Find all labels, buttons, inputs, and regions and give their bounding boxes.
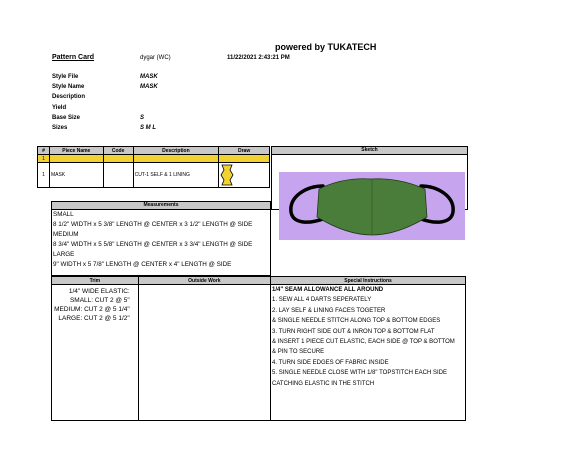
- piece-table-header: [38, 147, 270, 155]
- cell-code: [103, 163, 133, 188]
- col-header-piece-name: Piece Name: [49, 147, 103, 155]
- info-row-style-name: [52, 82, 158, 92]
- cell-draw: [219, 155, 270, 163]
- measurement-line: 9" WIDTH x 5 7/8" LENGTH @ CENTER x 4" LENGTH @ SIDE: [53, 261, 232, 268]
- instruction-line: 4. TURN SIDE EDGES OF FABRIC INSIDE: [272, 359, 389, 366]
- cell-piece-name: [49, 155, 103, 163]
- info-row-sizes: [52, 123, 158, 133]
- instructions-header-row: [52, 277, 466, 285]
- info-row-yield: [52, 103, 158, 113]
- col-header-special-instructions: Special Instructions: [271, 277, 466, 285]
- measurement-line: LARGE: [53, 251, 75, 258]
- info-label: Style Name: [52, 84, 85, 91]
- instructions-body-row: [52, 285, 466, 421]
- trim-line: 1/4" WIDE ELASTIC:: [68, 288, 130, 295]
- instruction-line: & SINGLE NEEDLE STITCH ALONG TOP & BOTTOM EDGES: [272, 318, 441, 325]
- info-value: S M L: [140, 125, 156, 132]
- col-header-outside-work: Outside Work: [138, 277, 270, 285]
- col-header-draw: Draw: [219, 147, 270, 155]
- instruction-line: & INSERT 1 PIECE CUT ELASTIC, EACH SIDE @ TOP & BOTTOM: [272, 339, 455, 346]
- user-name: dygar (WC): [140, 55, 171, 61]
- style-info: [52, 72, 158, 133]
- info-value: MASK: [140, 74, 158, 80]
- col-header-trim: Trim: [52, 277, 139, 285]
- col-header-description: Description: [133, 147, 219, 155]
- piece-table: [37, 146, 270, 188]
- page-title: Pattern Card: [52, 54, 95, 61]
- cell-description: [133, 155, 219, 163]
- cell-description: CUT-1 SELF & 1 LINING: [133, 163, 219, 188]
- trim-line: LARGE: CUT 2 @ 5 1/2": [58, 315, 130, 322]
- info-value: MASK: [140, 84, 158, 91]
- cell-draw: [219, 163, 270, 188]
- col-header-code: Code: [103, 147, 133, 155]
- table-row[interactable]: [38, 155, 270, 163]
- powered-by-text: powered by TUKATECH: [275, 42, 377, 52]
- instruction-line: CATCHING ELASTIC IN THE STITCH: [272, 380, 375, 387]
- info-row-description: [52, 92, 158, 102]
- mask-sketch-image: [279, 172, 465, 240]
- table-row[interactable]: [38, 163, 270, 188]
- timestamp: 11/22/2021 2:43:21 PM: [227, 55, 290, 61]
- info-label: Style File: [52, 74, 79, 80]
- cell-number: 1: [38, 163, 50, 188]
- info-label: Description: [52, 94, 86, 101]
- measurement-line: 8 3/4" WIDTH x 5 5/8" LENGTH @ CENTER x 3 3/4" LENGTH @ SIDE: [53, 241, 253, 248]
- instruction-line: 1/4" SEAM ALLOWANCE ALL AROUND: [272, 287, 384, 293]
- measurements-panel: [51, 201, 271, 276]
- info-row-style-file: [52, 72, 158, 82]
- trim-cell: [52, 285, 139, 421]
- trim-line: MEDIUM: CUT 2 @ 5 1/4": [54, 306, 130, 313]
- measurement-line: SMALL: [53, 211, 74, 218]
- cell-code: [103, 155, 133, 163]
- info-row-base-size: [52, 113, 158, 123]
- col-header-number: #: [38, 147, 50, 155]
- instruction-line: 5. SINGLE NEEDLE CLOSE WITH 1/8" TOPSTITCH EACH SIDE: [272, 370, 447, 377]
- info-label: Base Size: [52, 114, 81, 121]
- info-value: S: [140, 114, 145, 121]
- info-label: Yield: [52, 104, 67, 111]
- measurements-header: Measurements: [52, 202, 270, 210]
- instruction-line: 1. SEW ALL 4 DARTS SEPERATELY: [272, 297, 372, 304]
- cell-piece-name: MASK: [49, 163, 103, 188]
- instructions-table: [51, 276, 466, 421]
- outside-work-cell: [138, 285, 270, 421]
- measurement-line: 8 1/2" WIDTH x 5 3/8" LENGTH @ CENTER x 3 1/2" LENGTH @ SIDE: [53, 221, 253, 228]
- piece-thumbnail-icon: [219, 164, 235, 186]
- sketch-header: Sketch: [272, 147, 467, 155]
- instruction-line: & PIN TO SECURE: [272, 349, 325, 356]
- special-instructions-cell: [271, 285, 466, 421]
- instruction-line: 2. LAY SELF & LINING FACES TOGETER: [272, 307, 386, 314]
- measurements-list: [52, 210, 270, 270]
- measurement-line: MEDIUM: [53, 231, 79, 238]
- cell-number: 1: [38, 155, 50, 163]
- trim-line: SMALL: CUT 2 @ 5": [69, 297, 130, 304]
- instruction-line: 3. TURN RIGHT SIDE OUT & INRON TOP & BOTTOM FLAT: [272, 328, 435, 335]
- info-label: Sizes: [52, 125, 68, 132]
